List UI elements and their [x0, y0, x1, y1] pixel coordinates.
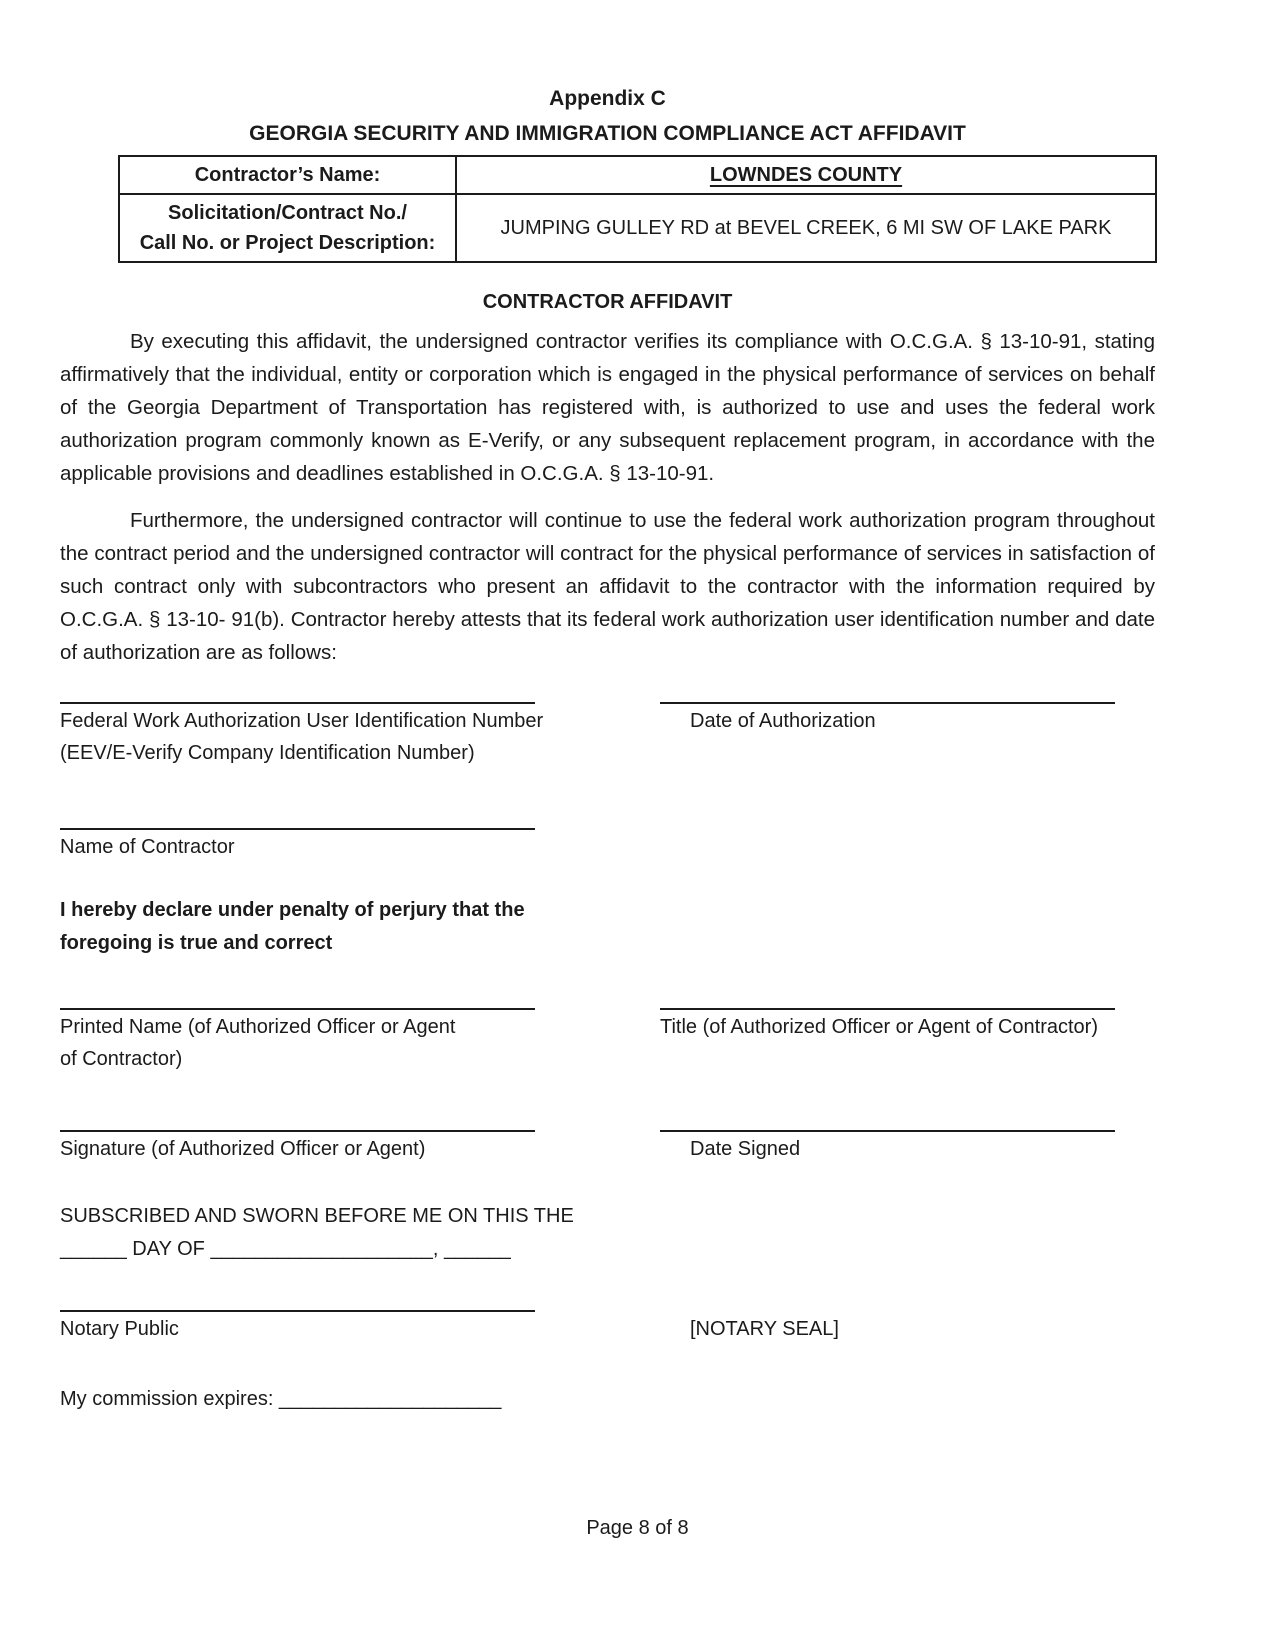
- contractor-name-cell: [456, 156, 1156, 194]
- fed-id-label-line2: (EEV/E-Verify Company Identification Number): [60, 742, 475, 764]
- fed-id-field: [60, 682, 630, 768]
- fed-id-blank-line: [60, 682, 535, 704]
- solicitation-label-cell: [119, 194, 456, 262]
- signature-blank-line: [60, 1110, 535, 1132]
- printed-name-label-line1: Printed Name (of Authorized Officer or Agent: [60, 1016, 456, 1038]
- document-title: GEORGIA SECURITY AND IMMIGRATION COMPLIANCE ACT AFFIDAVIT: [249, 122, 966, 145]
- solicitation-row: [119, 194, 1156, 262]
- title-blank-line: [660, 988, 1115, 1010]
- signature-field-row: [60, 1110, 1155, 1164]
- sworn-statement-line2: ______ DAY OF ____________________, ______: [60, 1238, 511, 1260]
- notary-public-blank-line: [60, 1290, 535, 1312]
- date-of-authorization-label: Date of Authorization: [690, 710, 876, 732]
- title-label: Title (of Authorized Officer or Agent of Contractor): [660, 1016, 1098, 1038]
- name-of-contractor-field: [60, 808, 630, 862]
- perjury-declaration-line1: I hereby declare under penalty of perjury that the: [60, 899, 525, 921]
- name-of-contractor-label: Name of Contractor: [60, 836, 235, 858]
- date-signed-blank-line: [660, 1110, 1115, 1132]
- page-number: Page 8 of 8: [586, 1517, 689, 1539]
- signature-field: [60, 1110, 630, 1164]
- date-of-authorization-field: [660, 682, 1125, 768]
- fed-id-label-line1: Federal Work Authorization User Identification Number: [60, 710, 544, 732]
- solicitation-label-line2: Call No. or Project Description:: [139, 232, 436, 254]
- solicitation-label-line1: Solicitation/Contract No./: [168, 202, 407, 224]
- date-signed-label: Date Signed: [690, 1138, 801, 1160]
- notary-seal-text: [NOTARY SEAL]: [690, 1318, 839, 1340]
- printed-name-field: [60, 988, 630, 1074]
- contractor-name-value: LOWNDES COUNTY: [709, 163, 903, 186]
- solicitation-value: JUMPING GULLEY RD at BEVEL CREEK, 6 MI SW OF LAKE PARK: [456, 194, 1156, 262]
- notary-field-row: [60, 1290, 1155, 1344]
- contractor-name-label: Contractor’s Name:: [119, 156, 456, 194]
- appendix-label: Appendix C: [549, 87, 666, 110]
- commission-expires-line: My commission expires: ____________________: [60, 1388, 502, 1410]
- affidavit-paragraph-2: Furthermore, the undersigned contractor will continue to use the federal work authorization program throughout the contract period and the undersigned contractor will contract for the physical performance of services in satisfaction of such contract only with subcontractors who present an affidavit to the contractor with the information required by O.C.G.A. § 13-10- 91(b). Contractor hereby attests that its federal work authorization user identification number and date of authorization are as follows:: [60, 509, 1155, 664]
- perjury-declaration-line2: foregoing is true and correct: [60, 932, 333, 954]
- printed-name-label-line2: of Contractor): [60, 1048, 183, 1070]
- name-of-contractor-blank-line: [60, 808, 535, 830]
- sworn-statement: [60, 1200, 1155, 1266]
- info-table: [118, 155, 1157, 263]
- affidavit-paragraph-1: By executing this affidavit, the undersigned contractor verifies its compliance with O.C.G.A. § 13-10-91, stating affirmatively that the individual, entity or corporation which is engaged in the physical performance of services on behalf of the Georgia Department of Transportation has registered with, is authorized to use and uses the federal work authorization program commonly known as E-Verify, or any subsequent replacement program, in accordance with the applicable provisions and deadlines established in O.C.G.A. § 13-10-91.: [60, 330, 1155, 485]
- signature-label: Signature (of Authorized Officer or Agent): [60, 1138, 426, 1160]
- title-field: [660, 988, 1125, 1074]
- perjury-declaration: [60, 894, 1155, 960]
- notary-seal-spacer: [660, 1290, 1125, 1312]
- printed-name-blank-line: [60, 988, 535, 1010]
- date-of-authorization-blank-line: [660, 682, 1115, 704]
- sworn-statement-line1: SUBSCRIBED AND SWORN BEFORE ME ON THIS THE: [60, 1205, 574, 1227]
- section-title: CONTRACTOR AFFIDAVIT: [482, 291, 733, 313]
- printed-name-field-row: [60, 988, 1155, 1074]
- fed-id-field-row: [60, 682, 1155, 768]
- notary-seal-field: [660, 1290, 1125, 1344]
- contractor-name-row: [119, 156, 1156, 194]
- name-of-contractor-field-row: [60, 808, 1155, 862]
- notary-public-field: [60, 1290, 630, 1344]
- date-signed-field: [660, 1110, 1125, 1164]
- notary-public-label: Notary Public: [60, 1318, 179, 1340]
